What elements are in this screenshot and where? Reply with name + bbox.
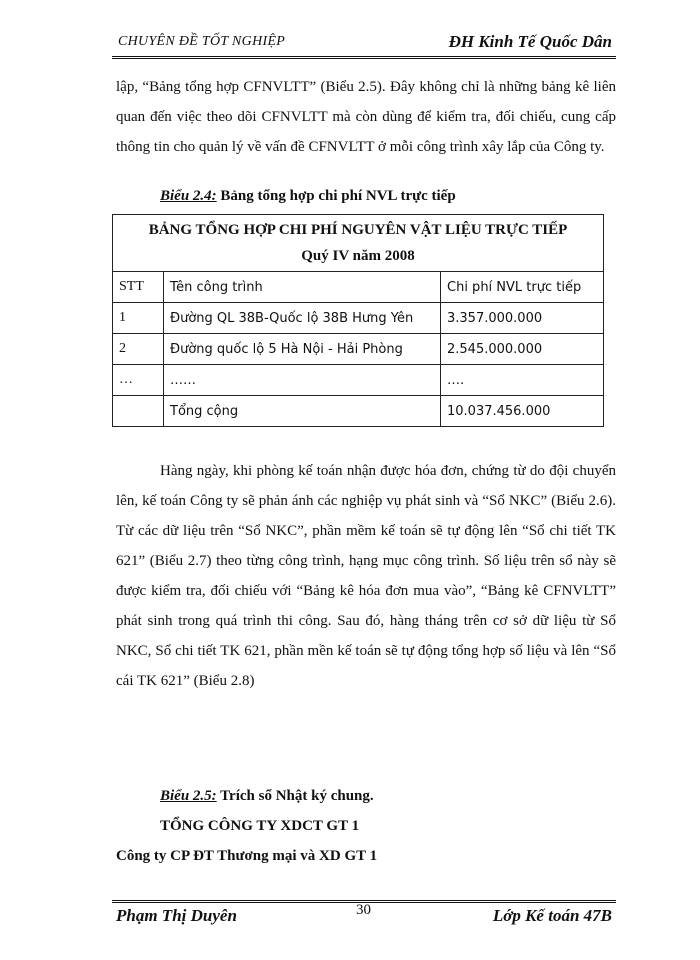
col-header-cost: Chi phí NVL trực tiếp: [441, 272, 604, 303]
table-total-row: [113, 396, 604, 427]
col-header-name: Tên công trình: [164, 272, 441, 303]
caption-bieu-2-5: [160, 788, 374, 805]
table-title-cell: [113, 215, 604, 272]
table-row: [113, 303, 604, 334]
intro-paragraph-block: [116, 72, 616, 162]
table-row: [113, 365, 604, 396]
header-rule: [112, 56, 616, 59]
table-title-row: [113, 215, 604, 272]
cell-stt: 2: [113, 334, 164, 365]
cell-cost: ….: [441, 365, 604, 396]
cell-cost: 3.357.000.000: [441, 303, 604, 334]
main-paragraph: Hàng ngày, khi phòng kế toán nhận được hóa đơn, chứng từ do đội chuyển lên, kế toán Công ty sẽ phản ánh các nghiệp vụ phát sinh và “Sổ NKC” (Biểu 2.6). Từ các dữ liệu trên “Sổ NKC”, phần mềm kế toán sẽ tự động lên “Sổ chi tiết TK 621” (Biểu 2.7) theo từng công trình, hạng mục công trình. Số liệu trên sổ này sẽ được kiểm tra, đối chiếu với “Bảng kê hóa đơn mua vào”, “Bảng kê CFNVLTT” phát sinh trong quá trình thi công. Sau đó, hàng tháng trên cơ sở dữ liệu từ Sổ NKC, Sổ chi tiết TK 621, phần mền kế toán sẽ tự động tổng hợp số liệu và lên “Sổ cái TK 621” (Biểu 2.8): [116, 463, 616, 689]
caption-label: Biểu 2.4:: [160, 188, 217, 204]
caption-bieu-2-4: [160, 188, 456, 205]
footer-author: Phạm Thị Duyên: [116, 906, 237, 925]
company-name: Công ty CP ĐT Thương mại và XD GT 1: [116, 848, 378, 864]
footer-class: Lớp Kế toán 47B: [492, 906, 612, 925]
table-header-row: [113, 272, 604, 303]
cell-stt: [113, 396, 164, 427]
col-header-stt: STT: [113, 272, 164, 303]
header-right-title: ĐH Kinh Tế Quốc Dân: [448, 32, 612, 51]
cell-name: ……: [164, 365, 441, 396]
caption-text: Trích sổ Nhật ký chung.: [216, 788, 374, 804]
cell-stt: 1: [113, 303, 164, 334]
caption-label: Biểu 2.5:: [160, 788, 217, 804]
cell-name: Đường quốc lộ 5 Hà Nội - Hải Phòng: [164, 334, 441, 365]
cell-name: Tổng cộng: [164, 396, 441, 427]
page-number: 30: [356, 902, 371, 918]
cell-cost: 10.037.456.000: [441, 396, 604, 427]
table-title: BẢNG TỔNG HỢP CHI PHÍ NGUYÊN VẬT LIỆU TRỰC TIẾP: [148, 222, 568, 238]
summary-table: [112, 214, 604, 427]
cell-stt: …: [113, 365, 164, 396]
page-header: [112, 30, 612, 58]
table-subtitle: Quý IV năm 2008: [301, 248, 415, 264]
cell-cost: 2.545.000.000: [441, 334, 604, 365]
cell-name: Đường QL 38B-Quốc lộ 38B Hưng Yên: [164, 303, 441, 334]
corporation-name: TỔNG CÔNG TY XDCT GT 1: [160, 818, 360, 834]
table-row: [113, 334, 604, 365]
caption-text: Bảng tổng hợp chi phí NVL trực tiếp: [216, 188, 456, 204]
intro-paragraph: lập, “Bảng tổng hợp CFNVLTT” (Biểu 2.5). Đây không chỉ là những bảng kê liên quan đến việc theo dõi CFNVLTT mà còn dùng để kiểm tra, đối chiếu, cung cấp thông tin cho quản lý về vấn đề CFNVLTT ở mỗi công trình xây lắp của Công ty.: [116, 79, 616, 155]
main-paragraph-block: [116, 456, 616, 696]
header-left-title: CHUYÊN ĐỀ TỐT NGHIỆP: [118, 34, 286, 49]
